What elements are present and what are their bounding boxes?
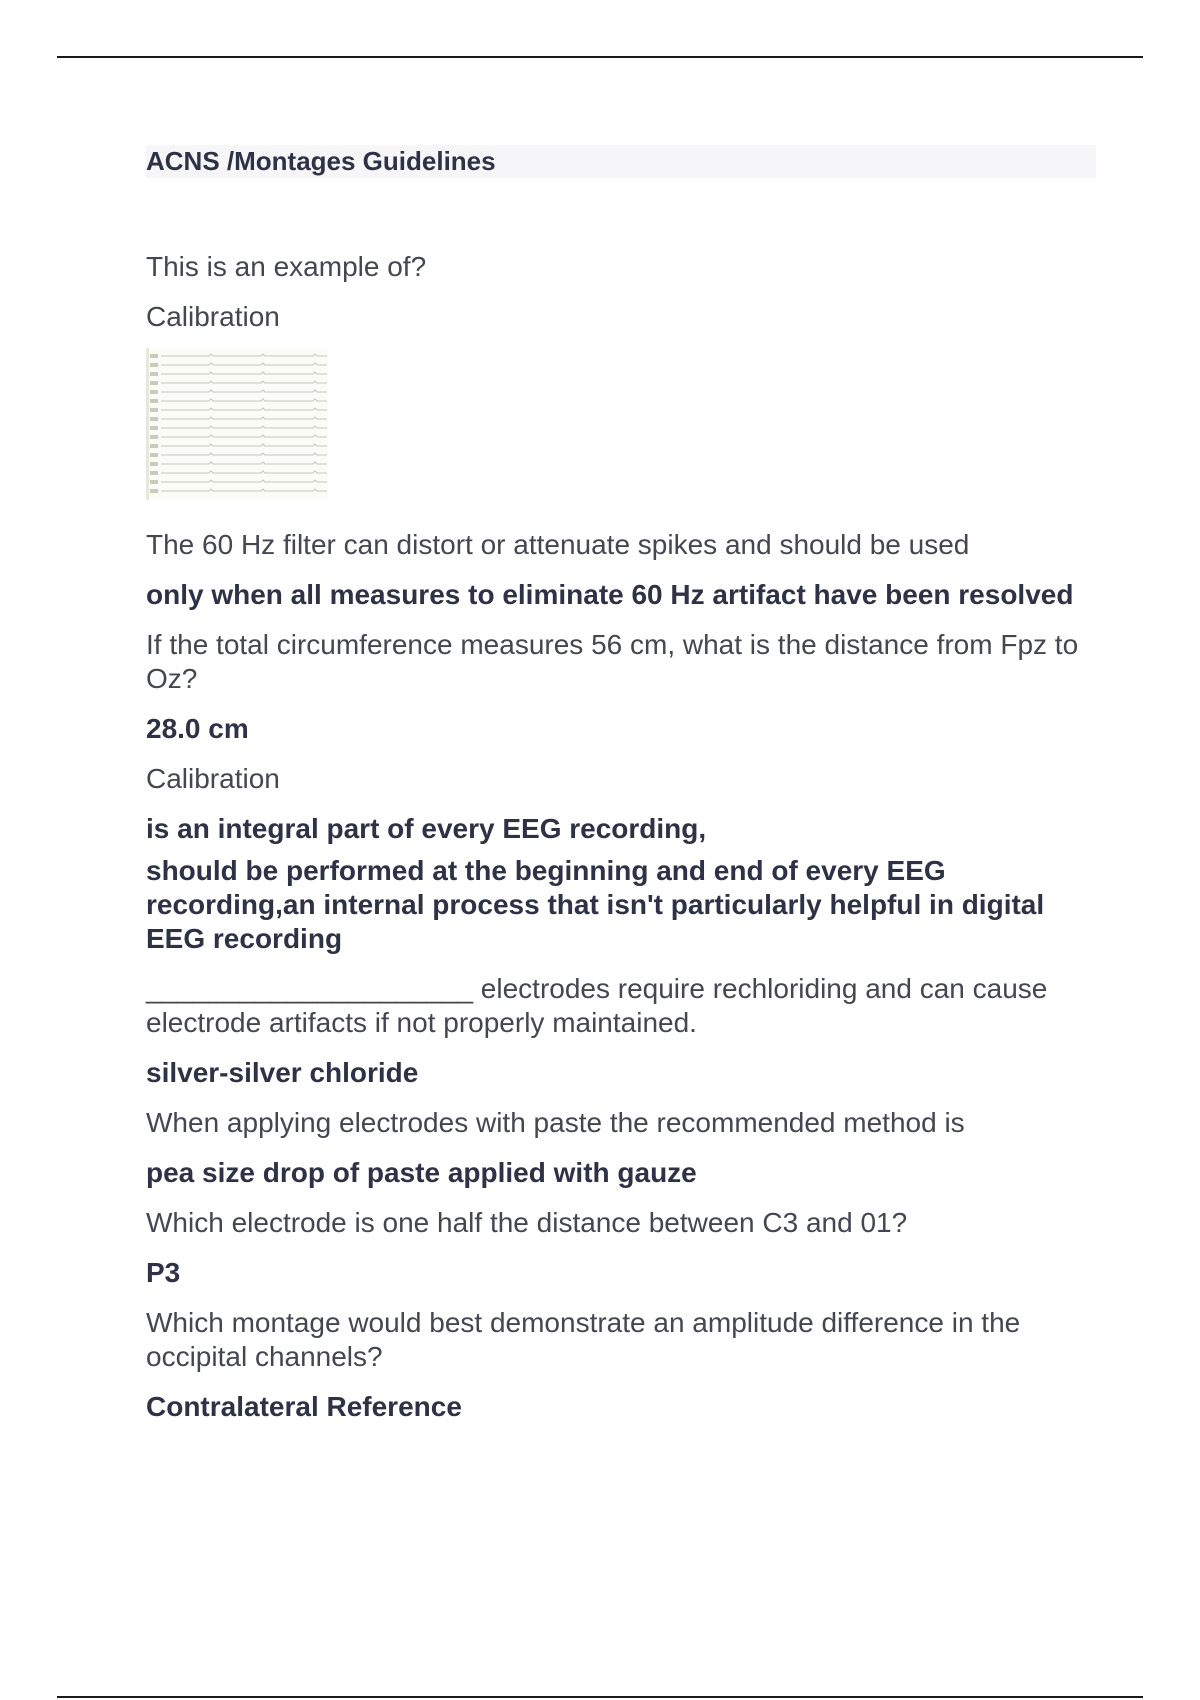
- channel-label: [150, 354, 158, 358]
- question-1: This is an example of?: [146, 251, 427, 282]
- channel-label: [150, 480, 158, 484]
- answer-2: only when all measures to eliminate 60 Hz artifact have been resolved: [146, 579, 1074, 610]
- eeg-trace: [161, 480, 327, 482]
- answer-1: Calibration: [146, 301, 280, 332]
- channel-label: [150, 471, 158, 475]
- channel-label: [150, 390, 158, 394]
- eeg-trace: [161, 390, 327, 392]
- document-title: ACNS /Montages Guidelines: [146, 145, 1096, 178]
- eeg-trace-image: [149, 348, 329, 500]
- question-7: Which electrode is one half the distance between C3 and 01?: [146, 1207, 908, 1238]
- eeg-trace: [161, 471, 327, 473]
- question-3: If the total circumference measures 56 cm, what is the distance from Fpz to Oz?: [146, 629, 1079, 694]
- channel-label: [150, 453, 158, 457]
- channel-label: [150, 399, 158, 403]
- channel-label: [150, 435, 158, 439]
- channel-label: [150, 408, 158, 412]
- answer-5: silver-silver chloride: [146, 1057, 419, 1088]
- eeg-trace: [161, 372, 327, 374]
- eeg-trace: [161, 399, 327, 401]
- eeg-trace: [161, 381, 327, 383]
- question-4: Calibration: [146, 763, 280, 794]
- eeg-trace: [161, 462, 327, 464]
- question-8: Which montage would best demonstrate an amplitude difference in the occipital channels?: [146, 1307, 1021, 1372]
- answer-4b: should be performed at the beginning and end of every EEG recording,an internal process that isn't particularly helpful in digital EEG recording: [146, 855, 1045, 954]
- question-5: _____________________ electrodes require rechloriding and can cause electrode artifacts if not properly maintained.: [146, 973, 1048, 1038]
- eeg-trace: [161, 363, 327, 365]
- eeg-trace: [161, 435, 327, 437]
- channel-label: [150, 426, 158, 430]
- question-2: The 60 Hz filter can distort or attenuate spikes and should be used: [146, 529, 970, 560]
- channel-label: [150, 372, 158, 376]
- channel-label: [150, 444, 158, 448]
- answer-3: 28.0 cm: [146, 713, 249, 744]
- channel-label: [150, 462, 158, 466]
- eeg-trace: [161, 426, 327, 428]
- footer-rule: [57, 1696, 1143, 1698]
- question-6: When applying electrodes with paste the recommended method is: [146, 1107, 965, 1138]
- eeg-trace: [161, 489, 327, 491]
- answer-6: pea size drop of paste applied with gauze: [146, 1157, 697, 1188]
- qa-list: [146, 250, 1096, 1424]
- channel-label: [150, 363, 158, 367]
- answer-8: Contralateral Reference: [146, 1391, 462, 1422]
- calibration-eeg-thumbnail: [146, 348, 329, 500]
- document-body: [146, 145, 1096, 1440]
- eeg-trace: [161, 354, 327, 356]
- answer-7: P3: [146, 1257, 181, 1288]
- header-rule: [57, 56, 1143, 58]
- answer-4a: is an integral part of every EEG recording,: [146, 813, 707, 844]
- channel-label: [150, 417, 158, 421]
- eeg-trace: [161, 453, 327, 455]
- eeg-trace: [161, 444, 327, 446]
- channel-label: [150, 381, 158, 385]
- eeg-trace: [161, 417, 327, 419]
- eeg-trace: [161, 408, 327, 410]
- channel-label: [150, 489, 158, 493]
